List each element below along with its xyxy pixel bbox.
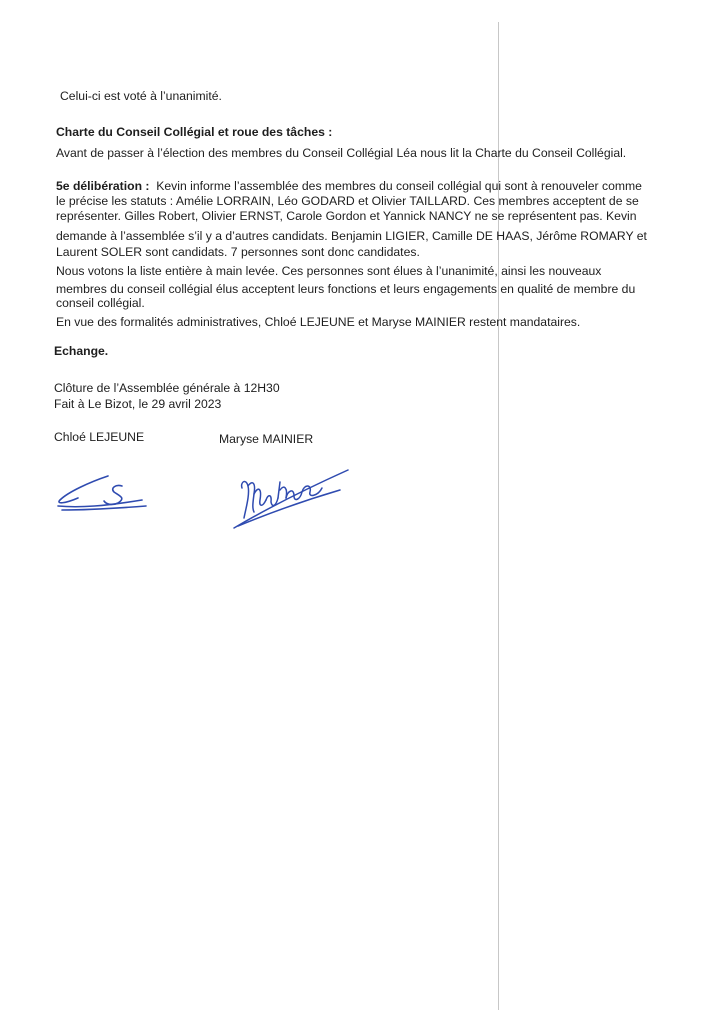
signatory-name-1: Chloé LEJEUNE (54, 430, 145, 444)
deliberation-line: Nous votons la liste entière à main levée. Ces personnes sont élues à l’unanimité, ainsi les nouveaux (56, 264, 602, 278)
deliberation-line: le précise les statuts : Amélie LORRAIN, Léo GODARD et Olivier TAILLARD. Ces membres acceptent de se (56, 194, 639, 208)
closing-text: Clôture de l’Assemblée générale à 12H30 (54, 381, 280, 395)
exchange-heading: Echange. (54, 344, 109, 358)
page-fold-line (498, 22, 499, 1010)
charter-heading: Charte du Conseil Collégial et roue des tâches : (56, 125, 333, 139)
deliberation-line: représenter. Gilles Robert, Olivier ERNST, Carole Gordon et Yannick NANCY ne se représentent pas. Kevin (56, 209, 637, 223)
charter-text: Avant de passer à l’élection des membres du Conseil Collégial Léa nous lit la Charte du Conseil Collégial. (56, 146, 627, 160)
deliberation-first-line (56, 179, 642, 194)
place-date-text: Fait à Le Bizot, le 29 avril 2023 (54, 397, 222, 411)
deliberation-line: membres du conseil collégial élus acceptent leurs fonctions et leurs engagements en qualité de membre du (56, 282, 636, 296)
signature-maryse-mainier (228, 460, 353, 535)
signatory-name-2: Maryse MAINIER (219, 432, 314, 446)
deliberation-label: 5e délibération : (56, 179, 150, 193)
signature-chloe-lejeune (50, 470, 160, 520)
deliberation-line: En vue des formalités administratives, Chloé LEJEUNE et Maryse MAINIER restent mandataires. (56, 315, 581, 329)
deliberation-line: conseil collégial. (56, 296, 145, 310)
deliberation-line: demande à l’assemblée s’il y a d’autres candidats. Benjamin LIGIER, Camille DE HAAS, Jérôme ROMARY et (56, 229, 647, 243)
deliberation-line: Kevin informe l’assemblée des membres du conseil collégial qui sont à renouveler comme (156, 179, 642, 193)
deliberation-line: Laurent SOLER sont candidats. 7 personnes sont donc candidates. (56, 245, 420, 259)
intro-text: Celui-ci est voté à l’unanimité. (60, 89, 222, 103)
